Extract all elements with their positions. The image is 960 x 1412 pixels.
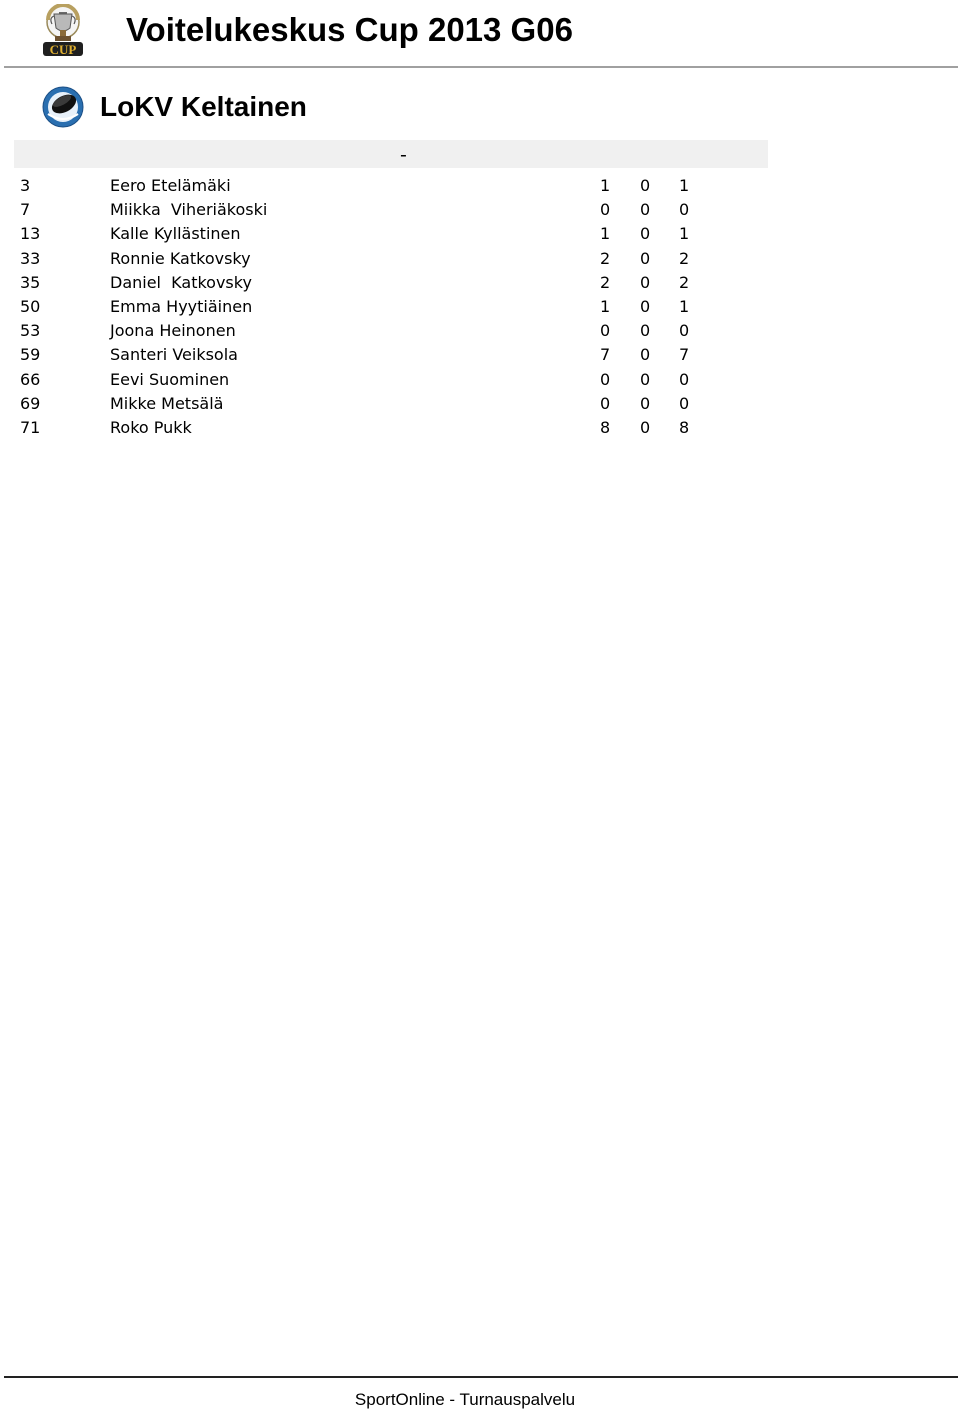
player-row xyxy=(0,174,960,198)
player-name: Miikka Viheriäkoski xyxy=(110,200,268,220)
player-stat-3: 8 xyxy=(679,417,690,437)
player-stat-2: 0 xyxy=(640,345,651,365)
player-stat-1: 8 xyxy=(600,417,611,437)
player-stat-3: 0 xyxy=(679,369,690,389)
player-stat-3: 7 xyxy=(679,345,690,365)
player-row xyxy=(0,368,960,392)
player-name: Mikke Metsälä xyxy=(110,393,224,413)
player-stat-2: 0 xyxy=(640,417,651,437)
player-stat-2: 0 xyxy=(640,393,651,413)
player-stat-2: 0 xyxy=(640,200,651,220)
svg-text:CUP: CUP xyxy=(49,42,77,57)
player-number: 3 xyxy=(20,176,31,195)
player-stat-2: 0 xyxy=(640,296,651,316)
footer-divider xyxy=(4,1376,958,1378)
table-header-bar xyxy=(14,140,768,168)
player-stat-1: 0 xyxy=(600,393,611,413)
player-row xyxy=(0,222,960,246)
player-number: 71 xyxy=(20,417,41,437)
page-header xyxy=(0,0,960,68)
player-row xyxy=(0,198,960,222)
player-stat-2: 0 xyxy=(640,369,651,389)
player-stat-3: 0 xyxy=(679,393,690,413)
header-divider xyxy=(4,66,958,68)
player-stat-1: 2 xyxy=(600,248,611,268)
player-number: 59 xyxy=(20,345,41,365)
player-stat-1: 1 xyxy=(600,296,611,316)
player-stat-1: 0 xyxy=(600,200,611,220)
player-name: Eero Etelämäki xyxy=(110,176,231,195)
player-number: 69 xyxy=(20,393,41,413)
player-stat-3: 2 xyxy=(679,272,690,292)
player-name: Eevi Suominen xyxy=(110,369,230,389)
player-stat-1: 0 xyxy=(600,321,611,341)
player-row xyxy=(0,416,960,440)
player-stat-3: 2 xyxy=(679,248,690,268)
trophy-cup-logo-icon xyxy=(40,4,86,58)
player-stat-2: 0 xyxy=(640,176,651,195)
player-row xyxy=(0,319,960,343)
player-number: 35 xyxy=(20,272,41,292)
player-number: 66 xyxy=(20,369,41,389)
player-stat-3: 1 xyxy=(679,224,690,244)
player-stat-2: 0 xyxy=(640,224,651,244)
player-number: 7 xyxy=(20,200,31,220)
table-header-label: - xyxy=(400,144,407,166)
player-stat-2: 0 xyxy=(640,321,651,341)
player-stat-3: 0 xyxy=(679,200,690,220)
player-stat-3: 1 xyxy=(679,296,690,316)
player-number: 33 xyxy=(20,248,41,268)
player-name: Santeri Veiksola xyxy=(110,345,238,365)
player-stat-3: 1 xyxy=(679,176,690,195)
player-name: Kalle Kyllästinen xyxy=(110,224,241,244)
player-number: 13 xyxy=(20,224,41,244)
hockey-puck-logo-icon xyxy=(42,86,84,128)
player-stat-2: 0 xyxy=(640,248,651,268)
player-name: Ronnie Katkovsky xyxy=(110,248,251,268)
player-name: Joona Heinonen xyxy=(110,321,236,341)
player-number: 50 xyxy=(20,296,41,316)
player-row xyxy=(0,247,960,271)
player-row xyxy=(0,271,960,295)
player-stat-3: 0 xyxy=(679,321,690,341)
player-list xyxy=(0,174,960,440)
player-row xyxy=(0,343,960,367)
event-title: Voitelukeskus Cup 2013 G06 xyxy=(126,11,573,48)
team-name: LoKV Keltainen xyxy=(100,91,307,122)
player-stat-1: 2 xyxy=(600,272,611,292)
player-row xyxy=(0,295,960,319)
player-stat-2: 0 xyxy=(640,272,651,292)
player-name: Daniel Katkovsky xyxy=(110,272,252,292)
player-stat-1: 0 xyxy=(600,369,611,389)
player-name: Emma Hyytiäinen xyxy=(110,296,253,316)
player-stat-1: 1 xyxy=(600,224,611,244)
player-number: 53 xyxy=(20,321,41,341)
player-stat-1: 1 xyxy=(600,176,611,195)
player-name: Roko Pukk xyxy=(110,417,192,437)
player-stat-1: 7 xyxy=(600,345,611,365)
footer-text: SportOnline - Turnauspalvelu xyxy=(354,1390,576,1409)
player-row xyxy=(0,392,960,416)
